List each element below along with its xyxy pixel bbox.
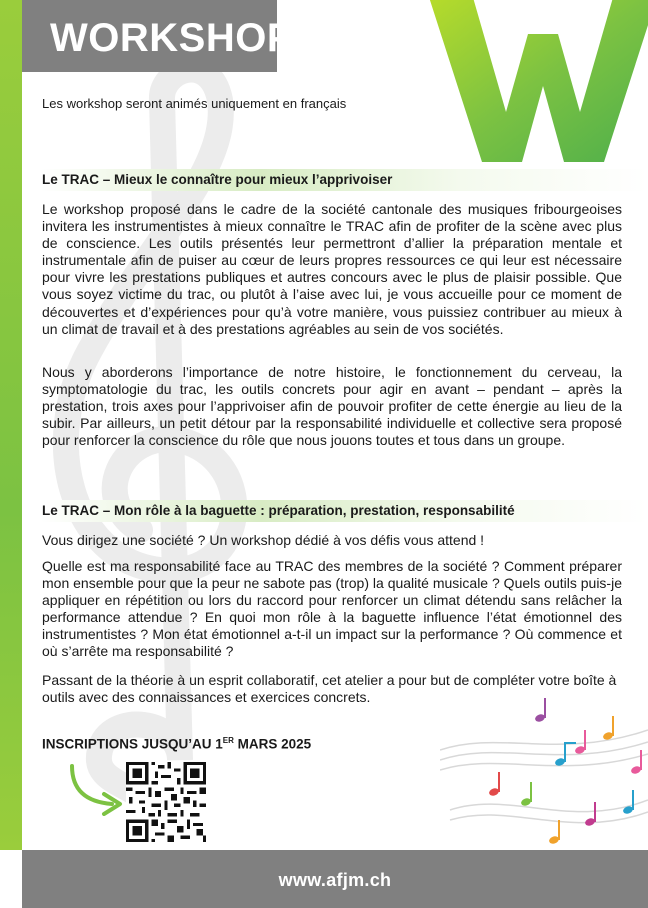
footer-bar: [22, 850, 648, 908]
title-banner: [22, 0, 294, 72]
music-note-icon: [534, 698, 546, 723]
music-note-icon: [602, 716, 614, 741]
music-note-icon: [548, 820, 560, 845]
green-side-strip: [0, 0, 22, 850]
inscription-deadline: INSCRIPTIONS JUSQU’AU 1ER MARS 2025: [42, 736, 312, 752]
section2-paragraph: Quelle est ma responsabilité face au TRAC des membres de la société ? Comment préparer mon ensemble pour que la peur ne sabote pas (trop) la qualité musicale ? Quels outils puis-je appliquer en répétition ou lors du raccord pour renforcer un climat détendu sans relâcher la performance attendue ? En quoi mon rôle à la baguette influence l’état émotionnel des instrumentistes ? Mon état émotionnel a-t-il un impact sur la performance ? Où commence et où s’arrête ma responsabilité ?: [42, 558, 622, 660]
music-note-icon: [520, 782, 532, 807]
website-link[interactable]: www.afjm.ch: [278, 870, 392, 890]
section2-paragraph: Vous dirigez une société ? Un workshop dédié à vos défis vous attend !: [42, 532, 485, 548]
music-note-icon: [584, 802, 596, 827]
music-note-icon: [488, 772, 500, 797]
section2-heading-bar: [22, 500, 648, 522]
big-w-logo: [428, 0, 648, 164]
music-note-icon: [622, 790, 634, 815]
arrow-icon: [66, 760, 130, 816]
section1-heading-bar: [22, 169, 648, 191]
section1-paragraph: Le workshop proposé dans le cadre de la société cantonale des musiques fribourgeoises invitera les instrumentistes à mieux connaître le TRAC afin de profiter de la scène avec plus de conscience. Les outils présentés leur permettront d’allier la préparation mentale et instrumentale afin de puiser au cœur de leurs propres ressources ce qui leur est nécessaire pour vivre les prestations publiques et autres concours avec le plus de plaisir possible. Que vous soyez victime du trac, ou plutôt à l’aise avec lui, je vous accueille pour ce moment de découvertes et d’expériences pour qu’à votre manière, vous puissiez contribuer au mieux à un climat de travail et à des prestations agréables au sein de vos sociétés.: [42, 201, 622, 337]
section1-paragraph: Nous y aborderons l’importance de notre histoire, le fonctionnement du cerveau, la symptomatologie du trac, les outils concrets pour agir en avant – pendant – après la prestation, trois axes pour l’apprivoiser afin de pouvoir profiter de cette énergie au lieu de la subir. Par ailleurs, un petit détour par la responsabilité individuelle et collective sera proposé pour renforcer la conscience du rôle que nous jouons toutes et tous dans un groupe.: [42, 364, 622, 449]
section1-title: Le TRAC – Mieux le connaître pour mieux l’apprivoiser: [42, 172, 393, 187]
section2-title: Le TRAC – Mon rôle à la baguette : préparation, prestation, responsabilité: [42, 503, 515, 518]
intro-text: Les workshop seront animés uniquement en français: [42, 96, 347, 111]
music-note-icon: [630, 750, 642, 775]
page-title: WORKSHOP: [50, 16, 294, 60]
qr-code[interactable]: [126, 762, 206, 842]
section2-paragraph: Passant de la théorie à un esprit collaboratif, cet atelier a pour but de compléter votre boîte à outils avec des connaissances et exercices concrets.: [42, 672, 617, 706]
music-notes-decoration: [440, 690, 648, 860]
